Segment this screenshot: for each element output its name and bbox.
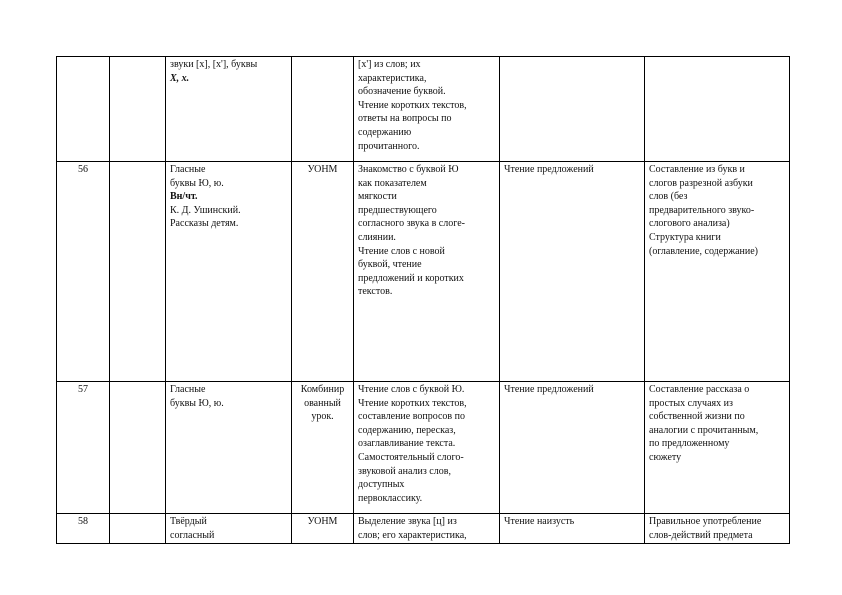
- activity-line: по предложенному: [649, 438, 730, 450]
- activity-cell: [645, 57, 790, 162]
- topic-line: Гласные: [170, 384, 206, 395]
- lesson-number-cell: [57, 57, 110, 162]
- activity-line: Составление рассказа о: [649, 384, 750, 395]
- topic-line: Х, х.: [170, 72, 190, 84]
- reading-line: Чтение предложений: [504, 164, 594, 175]
- topic-cell: [166, 382, 292, 514]
- table-row-58: [57, 514, 790, 544]
- activity-cell: [645, 382, 790, 514]
- lesson-type-line: УОНМ: [307, 164, 338, 175]
- content-line: ответы на вопросы по: [358, 113, 452, 125]
- table-row-continued: [57, 57, 790, 162]
- lesson-type-line: УОНМ: [307, 516, 338, 527]
- activity-line: сюжету: [649, 451, 682, 463]
- hours-cell: [110, 382, 166, 514]
- lesson-type-cell: [292, 57, 354, 162]
- lesson-number: 57: [78, 384, 88, 395]
- activity-line: Структура книги: [649, 231, 721, 243]
- lesson-number-cell: [57, 162, 110, 382]
- topic-line: Твёрдый: [170, 516, 207, 527]
- lesson-number: 58: [78, 516, 88, 527]
- content-line: доступных: [358, 479, 405, 491]
- reading-cell: [500, 382, 645, 514]
- content-cell: [354, 514, 500, 544]
- activity-line: слов-действий предмета: [649, 529, 753, 541]
- reading-line: Чтение предложений: [504, 384, 594, 395]
- content-line: как показателем: [358, 177, 427, 189]
- topic-line: буквы Ю, ю.: [170, 177, 224, 189]
- content-line: [х'] из слов; их: [358, 59, 421, 70]
- activity-line: Правильное употребление: [649, 516, 762, 527]
- content-line: Чтение слов с буквой Ю.: [358, 384, 465, 395]
- activity-line: (оглавление, содержание): [649, 245, 759, 257]
- content-line: составление вопросов по: [358, 411, 465, 423]
- activity-line: предварительного звуко-: [649, 204, 755, 216]
- content-line: обозначение буквой.: [358, 86, 446, 98]
- lesson-type-cell: [292, 514, 354, 544]
- content-line: мягкости: [358, 191, 397, 203]
- activity-line: собственной жизни по: [649, 411, 745, 423]
- topic-line: Вн/чт.: [170, 191, 198, 203]
- topic-cell: [166, 57, 292, 162]
- content-cell: [354, 382, 500, 514]
- activity-cell: [645, 514, 790, 544]
- topic-line: звуки [х], [х'], буквы: [170, 59, 258, 70]
- reading-cell: [500, 162, 645, 382]
- activity-cell: [645, 162, 790, 382]
- topic-line: К. Д. Ушинский.: [170, 204, 241, 216]
- topic-line: Рассказы детям.: [170, 218, 239, 230]
- activity-line: Составление из букв и: [649, 164, 745, 175]
- content-line: звуковой анализ слов,: [358, 465, 451, 477]
- lesson-type-cell: [292, 162, 354, 382]
- activity-line: аналогии с прочитанным,: [649, 424, 759, 436]
- table-row-56: [57, 162, 790, 382]
- activity-line: слогов разрезной азбуки: [649, 177, 753, 189]
- hours-cell: [110, 514, 166, 544]
- activity-line: слогового анализа): [649, 218, 730, 230]
- content-line: предшествующего: [358, 204, 437, 216]
- lesson-number-cell: [57, 382, 110, 514]
- content-line: слиянии.: [358, 231, 396, 243]
- content-line: согласного звука в слоге-: [358, 218, 465, 230]
- lesson-number: 56: [78, 164, 88, 175]
- content-line: озаглавливание текста.: [358, 438, 456, 450]
- topic-cell: [166, 162, 292, 382]
- reading-cell: [500, 57, 645, 162]
- table-row-57: [57, 382, 790, 514]
- topic-line: Гласные: [170, 164, 206, 175]
- reading-cell: [500, 514, 645, 544]
- content-line: Чтение слов с новой: [358, 245, 445, 257]
- content-line: предложений и коротких: [358, 272, 464, 284]
- topic-cell: [166, 514, 292, 544]
- content-line: содержанию, пересказ,: [358, 424, 456, 436]
- content-cell: [354, 57, 500, 162]
- topic-line: согласный: [170, 529, 215, 541]
- content-line: прочитанного.: [358, 140, 420, 152]
- lesson-number-cell: [57, 514, 110, 544]
- content-line: Знакомство с буквой Ю: [358, 164, 459, 175]
- lesson-type-cell: [292, 382, 354, 514]
- content-line: содержанию: [358, 126, 412, 138]
- content-line: буквой, чтение: [358, 259, 422, 271]
- content-line: характеристика,: [358, 72, 427, 84]
- lesson-type-line: ованный: [304, 397, 341, 409]
- content-line: Чтение коротких текстов,: [358, 99, 467, 111]
- hours-cell: [110, 57, 166, 162]
- lesson-plan-table: [56, 56, 790, 544]
- content-line: Выделение звука [ц] из: [358, 516, 457, 527]
- activity-line: слов (без: [649, 191, 688, 203]
- lesson-type-line: урок.: [311, 411, 334, 423]
- content-cell: [354, 162, 500, 382]
- content-line: Чтение коротких текстов,: [358, 397, 467, 409]
- content-line: слов; его характеристика,: [358, 529, 467, 541]
- hours-cell: [110, 162, 166, 382]
- lesson-type-line: Комбинир: [300, 384, 345, 395]
- reading-line: Чтение наизусть: [504, 516, 575, 527]
- content-line: Самостоятельный слого-: [358, 451, 464, 463]
- topic-line: буквы Ю, ю.: [170, 397, 224, 409]
- content-line: текстов.: [358, 286, 393, 298]
- activity-line: простых случаях из: [649, 397, 733, 409]
- content-line: первоклассику.: [358, 492, 423, 504]
